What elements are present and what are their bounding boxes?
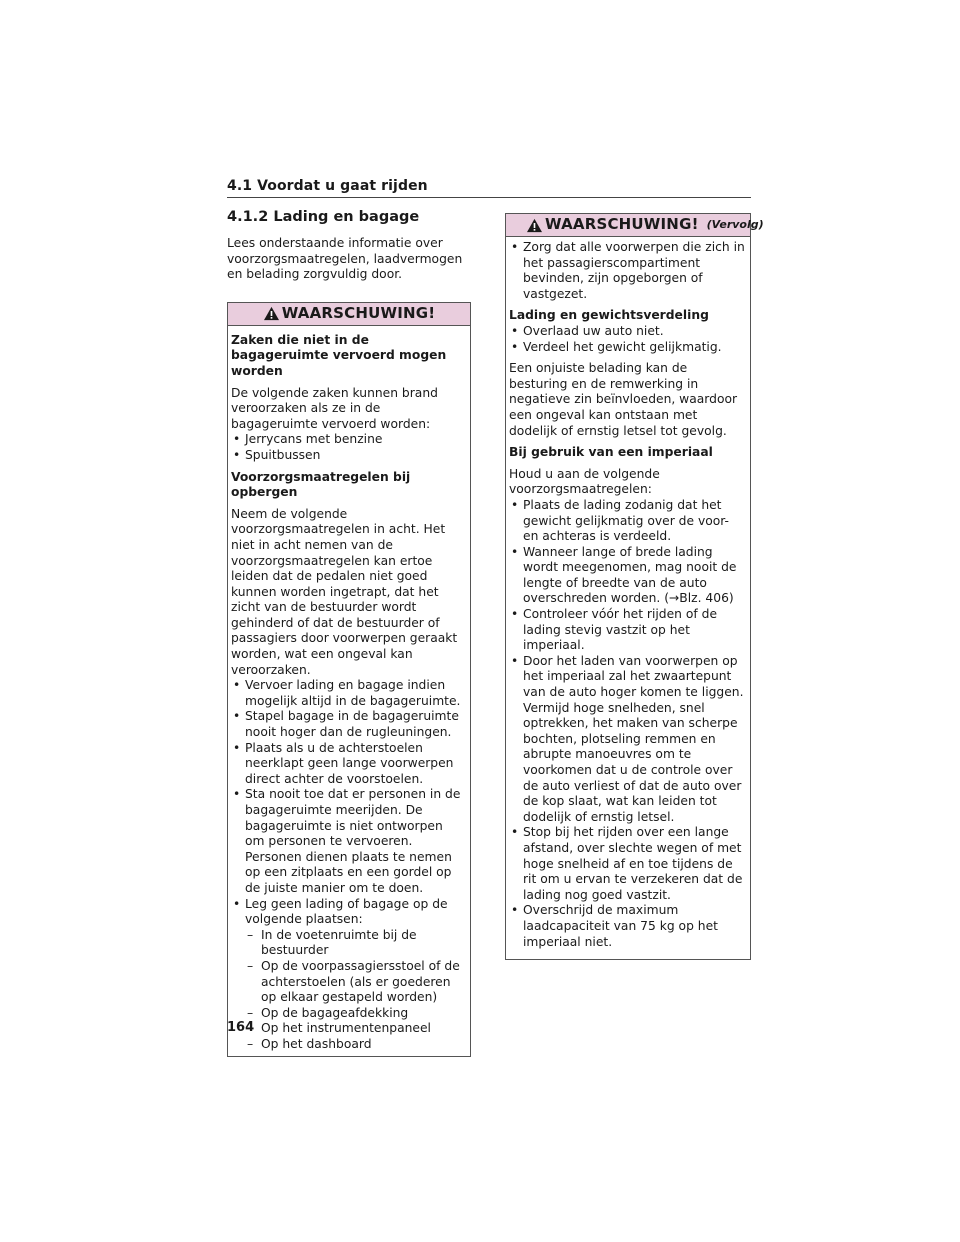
warning-title: WAARSCHUWING! [545, 215, 699, 234]
bullet-list [509, 240, 746, 302]
bullet-item: • Overlaad uw auto niet. [509, 324, 746, 340]
continued-label: (Vervolg) [706, 218, 764, 232]
dash-item: – Op de bagageafdekking [245, 1006, 466, 1022]
subsection-title: 4.1.2 Lading en bagage [227, 209, 420, 225]
bullet-list [509, 324, 746, 355]
warning-triangle-icon [263, 306, 280, 321]
bullet-item: • Door het laden van voorwerpen op het imperiaal zal het zwaartepunt van de auto hoger komen te liggen. Vermijd hoge snelheden, snel optrekken, het maken van scherpe bochten, plotseling remmen en abrupte manoeuvres om te voorkomen dat u de controle over de auto verliest of dat de auto over de kop slaat, wat kan leiden tot dodelijk of ernstig letsel. [509, 654, 746, 826]
warning-text: Houd u aan de volgende voorzorgsmaatregelen: [509, 466, 660, 497]
bullet-item: • Plaats als u de achterstoelen neerklapt geen lange voorwerpen direct achter de voorstoelen. [231, 741, 466, 788]
warning-body [506, 237, 750, 959]
warning-box-continued [505, 213, 764, 960]
bullet-list [231, 678, 466, 1052]
bullet-list [509, 498, 746, 950]
bullet-item-text: Leg geen lading of bagage op de volgende plaatsen: [245, 896, 448, 927]
bullet-item: • Stop bij het rijden over een lange afstand, over slechte wegen of met hoge snelheid af en toe tijdens de rit om u ervan te verzekeren dat de lading nog goed vastzit. [509, 825, 746, 903]
warning-body [228, 326, 470, 1056]
warning-subhead: Voorzorgsmaatregelen bij opbergen [231, 469, 411, 500]
bullet-item: • Jerrycans met benzine [231, 432, 466, 448]
warning-subhead: Bij gebruik van een imperiaal [509, 445, 713, 460]
bullet-item: • Controleer vóór het rijden of de lading stevig vastzit op het imperiaal. [509, 607, 746, 654]
dash-item: – Op het instrumentenpaneel [245, 1021, 466, 1037]
bullet-item: • Stapel bagage in de bagageruimte nooit hoger dan de rugleuningen. [231, 709, 466, 740]
bullet-item: • Sta nooit toe dat er personen in de bagageruimte meerijden. De bagageruimte is niet ontworpen om personen te vervoeren. Personen dienen plaats te nemen op een zitplaats en een gordel op de juiste manier om te doen. [231, 787, 466, 896]
left-column [227, 208, 471, 1057]
section-header: 4.1 Voordat u gaat rijden [227, 178, 751, 198]
warning-subhead: Lading en gewichtsverdeling [509, 308, 709, 323]
warning-box [227, 302, 471, 1057]
warning-header [228, 303, 470, 326]
bullet-item: • Vervoer lading en bagage indien mogelijk altijd in de bagageruimte. [231, 678, 466, 709]
dash-item: – Op de voorpassagiersstoel of de achterstoelen (als er goederen op elkaar gestapeld worden) [245, 959, 466, 1006]
bullet-item: • Plaats de lading zodanig dat het gewicht gelijkmatig over de voor- en achteras is verdeeld. [509, 498, 746, 545]
dash-item: – Op het dashboard [245, 1037, 466, 1053]
dash-list [245, 928, 466, 1053]
warning-header [506, 214, 764, 237]
bullet-item: • Zorg dat alle voorwerpen die zich in het passagierscompartiment bevinden, zijn opgeborgen of vastgezet. [509, 240, 746, 302]
intro-text: Lees onderstaande informatie over voorzorgsmaatregelen, laadvermogen en belading zorgvuldig door. [227, 236, 463, 282]
warning-text: Neem de volgende voorzorgsmaatregelen in acht. Het niet in acht nemen van de voorzorgsmaatregelen kan ertoe leiden dat de pedalen niet goed kunnen worden ingetrapt, dat het zicht van de bestuurder wordt gehinderd of dat de bestuurder of passagiers door voorwerpen geraakt worden, wat een ongeval kan veroorzaken. [231, 506, 458, 677]
dash-item: – In de voetenruimte bij de bestuurder [245, 928, 466, 959]
page-number: 164 [227, 1020, 255, 1035]
warning-text: De volgende zaken kunnen brand veroorzaken als ze in de bagageruimte vervoerd worden: [231, 385, 438, 431]
bullet-item: • Spuitbussen [231, 448, 466, 464]
warning-title: WAARSCHUWING! [281, 303, 436, 322]
warning-triangle-icon [526, 218, 543, 233]
right-column [505, 213, 764, 960]
warning-subhead: Zaken die niet in de bagageruimte vervoerd mogen worden [231, 332, 447, 378]
bullet-list [231, 432, 466, 463]
bullet-item [231, 897, 466, 1053]
warning-text: Een onjuiste belading kan de besturing en de remwerking in negatieve zin beïnvloeden, waardoor een ongeval kan ontstaan met dodelijk of ernstig letsel tot gevolg. [509, 361, 738, 438]
bullet-item: • Verdeel het gewicht gelijkmatig. [509, 340, 746, 356]
bullet-item: • Overschrijd de maximum laadcapaciteit van 75 kg op het imperiaal niet. [509, 903, 746, 950]
bullet-item: • Wanneer lange of brede lading wordt meegenomen, mag nooit de lengte of breedte van de auto overschreden worden. (→Blz. 406) [509, 545, 746, 607]
